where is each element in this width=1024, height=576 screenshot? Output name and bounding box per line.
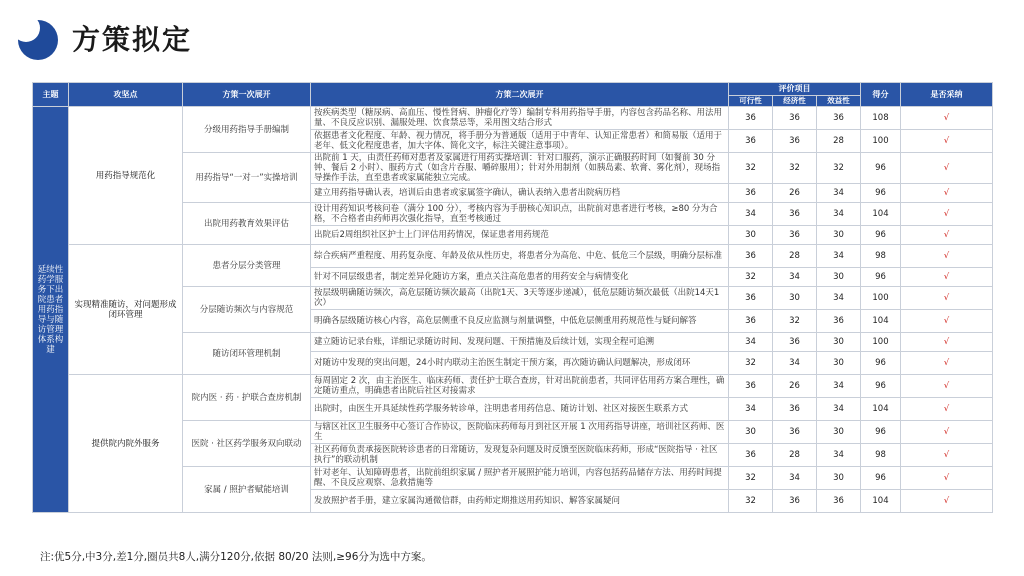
economy-score-cell: 28 (773, 444, 817, 467)
total-score-cell: 104 (861, 490, 901, 513)
total-score-cell: 96 (861, 184, 901, 203)
second-expansion-cell: 综合疾病严重程度、用药复杂度、年龄及依从性历史，将患者分为高危、中危、低危三个层级，明确分层标准 (311, 245, 729, 268)
header-feasibility: 可行性 (729, 96, 773, 107)
feasibility-score-cell: 34 (729, 333, 773, 352)
feasibility-score-cell: 30 (729, 226, 773, 245)
table-row (33, 375, 993, 398)
effectiveness-score-cell: 32 (817, 153, 861, 184)
economy-score-cell: 36 (773, 130, 817, 153)
page-title: 方策拟定 (72, 23, 193, 56)
footnote: 注:优5分,中3分,差1分,圈员共8人,满分120分,依据 80/20 法则,≥96分为选中方案。 (40, 551, 432, 563)
feasibility-score-cell: 32 (729, 467, 773, 490)
table-row (33, 245, 993, 268)
effectiveness-score-cell: 34 (817, 398, 861, 421)
second-expansion-cell: 与辖区社区卫生服务中心签订合作协议，医院临床药师每月到社区开展 1 次用药指导讲座，培训社区药师、医生 (311, 421, 729, 444)
effectiveness-score-cell: 34 (817, 245, 861, 268)
economy-score-cell: 34 (773, 268, 817, 287)
second-expansion-cell: 设计用药知识考核问卷（满分 100 分），考核内容为手册核心知识点，出院前对患者进行考核，≥80 分为合格，不合格者由药师再次强化指导，直至考核通过 (311, 203, 729, 226)
total-score-cell: 104 (861, 203, 901, 226)
economy-score-cell: 26 (773, 184, 817, 203)
header-effectiveness: 效益性 (817, 96, 861, 107)
feasibility-score-cell: 32 (729, 268, 773, 287)
effectiveness-score-cell: 30 (817, 352, 861, 375)
table-header-row (33, 83, 993, 96)
feasibility-score-cell: 34 (729, 398, 773, 421)
total-score-cell: 96 (861, 421, 901, 444)
adopt-check-icon: √ (901, 268, 993, 287)
point-cell: 提供院内院外服务 (69, 375, 183, 513)
theme-cell: 延续性药学服务下出院患者用药指导与随访管理体系构建 (33, 107, 69, 513)
header-total: 得分 (861, 83, 901, 107)
total-score-cell: 108 (861, 107, 901, 130)
economy-score-cell: 36 (773, 203, 817, 226)
adopt-check-icon: √ (901, 245, 993, 268)
total-score-cell: 96 (861, 153, 901, 184)
plan-table-container (32, 82, 992, 513)
first-expansion-cell: 用药指导“一对一”实操培训 (183, 153, 311, 203)
header-first: 方策一次展开 (183, 83, 311, 107)
total-score-cell: 96 (861, 352, 901, 375)
feasibility-score-cell: 34 (729, 203, 773, 226)
first-expansion-cell: 分级用药指导手册编制 (183, 107, 311, 153)
feasibility-score-cell: 36 (729, 444, 773, 467)
adopt-check-icon: √ (901, 153, 993, 184)
adopt-check-icon: √ (901, 310, 993, 333)
logo-circle-icon (18, 20, 58, 60)
economy-score-cell: 30 (773, 287, 817, 310)
second-expansion-cell: 建立随访记录台账，详细记录随访时间、发现问题、干预措施及后续计划，实现全程可追溯 (311, 333, 729, 352)
effectiveness-score-cell: 36 (817, 310, 861, 333)
effectiveness-score-cell: 36 (817, 490, 861, 513)
adopt-check-icon: √ (901, 287, 993, 310)
effectiveness-score-cell: 30 (817, 268, 861, 287)
feasibility-score-cell: 36 (729, 130, 773, 153)
second-expansion-cell: 针对不同层级患者，制定差异化随访方案，重点关注高危患者的用药安全与病情变化 (311, 268, 729, 287)
total-score-cell: 96 (861, 375, 901, 398)
economy-score-cell: 36 (773, 107, 817, 130)
effectiveness-score-cell: 34 (817, 444, 861, 467)
adopt-check-icon: √ (901, 226, 993, 245)
total-score-cell: 96 (861, 226, 901, 245)
economy-score-cell: 32 (773, 310, 817, 333)
second-expansion-cell: 按疾病类型（糖尿病、高血压、慢性肾病、肿瘤化疗等）编制专科用药指导手册，内容包含药品名称、用法用量、不良反应识别、漏服处理、饮食禁忌等，采用图文结合形式 (311, 107, 729, 130)
feasibility-score-cell: 36 (729, 375, 773, 398)
economy-score-cell: 36 (773, 421, 817, 444)
economy-score-cell: 28 (773, 245, 817, 268)
feasibility-score-cell: 36 (729, 184, 773, 203)
effectiveness-score-cell: 30 (817, 333, 861, 352)
second-expansion-cell: 明确各层级随访核心内容，高危层侧重不良反应监测与剂量调整，中低危层侧重用药规范性与疑问解答 (311, 310, 729, 333)
second-expansion-cell: 依据患者文化程度、年龄、视力情况，将手册分为普通版（适用于中青年、认知正常患者）和简易版（适用于老年、低文化程度患者，加大字体、简化文字，标注关键注意事项）。 (311, 130, 729, 153)
adopt-check-icon: √ (901, 421, 993, 444)
economy-score-cell: 32 (773, 153, 817, 184)
feasibility-score-cell: 30 (729, 421, 773, 444)
adopt-check-icon: √ (901, 107, 993, 130)
adopt-check-icon: √ (901, 184, 993, 203)
header-eval: 评价项目 (729, 83, 861, 96)
effectiveness-score-cell: 30 (817, 421, 861, 444)
economy-score-cell: 26 (773, 375, 817, 398)
second-expansion-cell: 出院时，由医生开具延续性药学服务转诊单，注明患者用药信息、随访计划、社区对接医生联系方式 (311, 398, 729, 421)
plan-table-body (33, 107, 993, 513)
adopt-check-icon: √ (901, 398, 993, 421)
feasibility-score-cell: 36 (729, 310, 773, 333)
first-expansion-cell: 分层随访频次与内容规范 (183, 287, 311, 333)
effectiveness-score-cell: 34 (817, 375, 861, 398)
adopt-check-icon: √ (901, 375, 993, 398)
feasibility-score-cell: 32 (729, 153, 773, 184)
second-expansion-cell: 发放照护者手册，建立家属沟通微信群，由药师定期推送用药知识、解答家属疑问 (311, 490, 729, 513)
adopt-check-icon: √ (901, 444, 993, 467)
feasibility-score-cell: 36 (729, 287, 773, 310)
second-expansion-cell: 每周固定 2 次，由主治医生、临床药师、责任护士联合查房，针对出院前患者，共同评估用药方案合理性，确定随访重点，明确患者出院后社区对接需求 (311, 375, 729, 398)
feasibility-score-cell: 36 (729, 107, 773, 130)
header-theme: 主题 (33, 83, 69, 107)
total-score-cell: 104 (861, 310, 901, 333)
table-row (33, 107, 993, 130)
total-score-cell: 100 (861, 287, 901, 310)
adopt-check-icon: √ (901, 333, 993, 352)
feasibility-score-cell: 32 (729, 352, 773, 375)
effectiveness-score-cell: 30 (817, 467, 861, 490)
second-expansion-cell: 社区药师负责承接医院转诊患者的日常随访，发现复杂问题及时反馈至医院临床药师，形成“医院指导 · 社区执行”的联动机制 (311, 444, 729, 467)
header-economy: 经济性 (773, 96, 817, 107)
total-score-cell: 96 (861, 268, 901, 287)
adopt-check-icon: √ (901, 130, 993, 153)
first-expansion-cell: 出院用药教育效果评估 (183, 203, 311, 245)
header-second: 方策二次展开 (311, 83, 729, 107)
header-adopt: 是否采纳 (901, 83, 993, 107)
total-score-cell: 96 (861, 467, 901, 490)
total-score-cell: 98 (861, 444, 901, 467)
feasibility-score-cell: 36 (729, 245, 773, 268)
feasibility-score-cell: 32 (729, 490, 773, 513)
total-score-cell: 100 (861, 130, 901, 153)
total-score-cell: 104 (861, 398, 901, 421)
adopt-check-icon: √ (901, 467, 993, 490)
economy-score-cell: 34 (773, 352, 817, 375)
effectiveness-score-cell: 30 (817, 226, 861, 245)
second-expansion-cell: 建立用药指导确认表，培训后由患者或家属签字确认，确认表纳入患者出院病历档 (311, 184, 729, 203)
second-expansion-cell: 针对老年、认知障碍患者，出院前组织家属 / 照护者开展照护能力培训，内容包括药品储存方法、用药时间提醒、不良反应观察、急救措施等 (311, 467, 729, 490)
economy-score-cell: 36 (773, 490, 817, 513)
header-point: 攻坚点 (69, 83, 183, 107)
second-expansion-cell: 按层级明确随访频次，高危层随访频次最高（出院1天、3天等逐步递减），低危层随访频次最低（出院14天1次） (311, 287, 729, 310)
first-expansion-cell: 患者分层分类管理 (183, 245, 311, 287)
first-expansion-cell: 家属 / 照护者赋能培训 (183, 467, 311, 513)
point-cell: 实现精准随访，对问题形成闭环管理 (69, 245, 183, 375)
first-expansion-cell: 医院 · 社区药学服务双向联动 (183, 421, 311, 467)
effectiveness-score-cell: 36 (817, 107, 861, 130)
economy-score-cell: 36 (773, 226, 817, 245)
total-score-cell: 98 (861, 245, 901, 268)
total-score-cell: 100 (861, 333, 901, 352)
second-expansion-cell: 出院前 1 天，由责任药师对患者及家属进行用药实操培训：针对口服药，演示正确服药时间（如餐前 30 分钟、餐后 2 小时）、服药方式（如含片吞服、嚼碎服用）；针对外用制剂（如胰岛素、软膏、雾化剂），现场指导操作手法，直至患者或家属能独立完成。 (311, 153, 729, 184)
plan-table (32, 82, 993, 513)
point-cell: 用药指导规范化 (69, 107, 183, 245)
adopt-check-icon: √ (901, 203, 993, 226)
effectiveness-score-cell: 28 (817, 130, 861, 153)
first-expansion-cell: 随访闭环管理机制 (183, 333, 311, 375)
adopt-check-icon: √ (901, 352, 993, 375)
economy-score-cell: 36 (773, 398, 817, 421)
effectiveness-score-cell: 34 (817, 184, 861, 203)
economy-score-cell: 34 (773, 467, 817, 490)
adopt-check-icon: √ (901, 490, 993, 513)
first-expansion-cell: 院内医 · 药 · 护联合查房机制 (183, 375, 311, 421)
effectiveness-score-cell: 34 (817, 287, 861, 310)
second-expansion-cell: 对随访中发现的突出问题，24小时内联动主治医生制定干预方案，再次随访确认问题解决，形成闭环 (311, 352, 729, 375)
effectiveness-score-cell: 34 (817, 203, 861, 226)
economy-score-cell: 36 (773, 333, 817, 352)
second-expansion-cell: 出院后2周组织社区护士上门评估用药情况，保证患者用药规范 (311, 226, 729, 245)
